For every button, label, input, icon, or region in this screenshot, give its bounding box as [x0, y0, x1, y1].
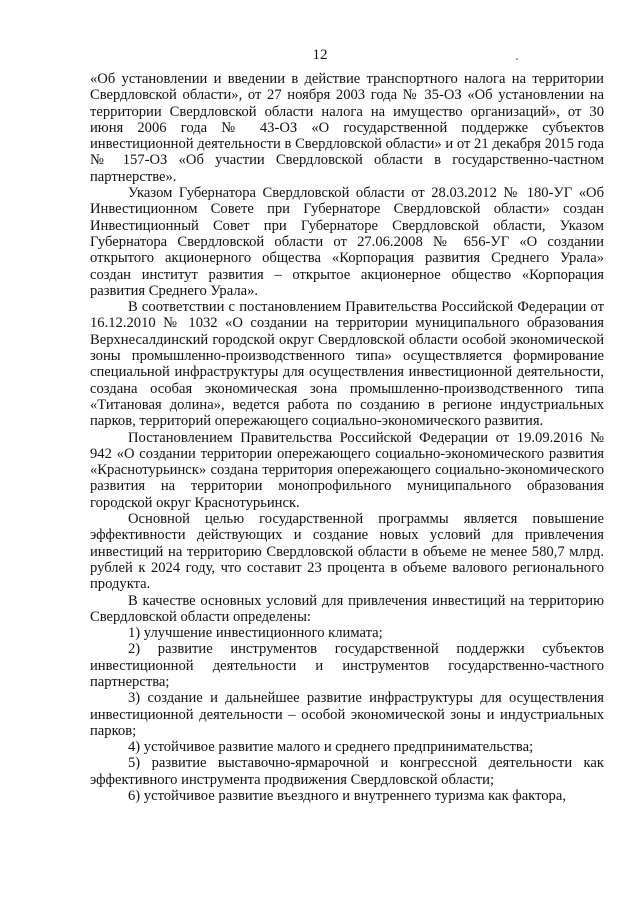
list-item-5: 5) развитие выставочно-ярмарочной и конгрессной деятельности как эффективного инструмента продвижения Свердловской области; — [90, 755, 604, 788]
list-item-4: 4) устойчивое развитие малого и среднего предпринимательства; — [128, 739, 534, 756]
paragraph-governor-decree: Указом Губернатора Свердловской области от 28.03.2012 № 180-УГ «Об Инвестиционном Совете при Губернаторе Свердловской области» создан Инвестиционный Совет при Губернаторе Свердловской области, Указом Губернатора Свердловской области от 27.06.2008 № 656-УГ «О создании открытого акционерного общества «Корпорация развития Среднего Урала» создан институт развития – открытое акционерное общество «Корпорация развития Среднего Урала». — [90, 185, 604, 299]
paragraph-conditions-intro: В качестве основных условий для привлечения инвестиций на территорию Свердловской области определены: — [90, 592, 604, 625]
scan-speck — [516, 58, 518, 60]
document-body — [90, 71, 604, 804]
page-number: 12 — [312, 47, 328, 63]
paragraph-krasnoturinsk-territory: Постановлением Правительства Российской Федерации от 19.09.2016 № 942 «О создании территории опережающего социально-экономического развития «Краснотурьинск» создана территория опережающего социально-экономического развития на территории монопрофильного муниципального образования городской округ Краснотурьинск. — [90, 429, 604, 511]
list-item-6: 6) устойчивое развитие въездного и внутреннего туризма как фактора, — [128, 788, 566, 805]
paragraph-special-economic-zone: В соответствии с постановлением Правительства Российской Федерации от 16.12.2010 № 1032 «О создании на территории муниципального образования Верхнесалдинский городской округ Свердловской области особой экономической зоны промышленно-производственного типа» осуществляется формирование специальной инфраструктуры для осуществления инвестиционной деятельности, создана особая экономическая зона промышленно-производственного типа «Титановая долина», ведется работа по созданию в регионе индустриальных парков, территорий опережающего социально-экономического развития. — [90, 299, 604, 430]
list-item-1: 1) улучшение инвестиционного климата; — [128, 625, 383, 642]
paragraph-continuation-laws: «Об установлении и введении в действие транспортного налога на территории Свердловской области», от 27 ноября 2003 года № 35-ОЗ «Об установлении на территории Свердловской области налога на имущество организаций», от 30 июня 2006 года № 43-ОЗ «О государственной поддержке субъектов инвестиционной деятельности в Свердловской области» и от 21 декабря 2015 года № 157-ОЗ «Об участии Свердловской области в государственно-частном партнерстве». — [90, 71, 604, 185]
paragraph-program-goal: Основной целью государственной программы является повышение эффективности действующих и создание новых условий для привлечения инвестиций на территорию Свердловской области в объеме не менее 580,7 млрд. рублей к 2024 году, что составит 23 процента в объеме валового регионального продукта. — [90, 511, 604, 593]
list-item-2: 2) развитие инструментов государственной поддержки субъектов инвестиционной деятельности и инструментов государственно-частного партнерства; — [90, 641, 604, 690]
list-item-3: 3) создание и дальнейшее развитие инфраструктуры для осуществления инвестиционной деятельности – особой экономической зоны и индустриальных парков; — [90, 690, 604, 739]
